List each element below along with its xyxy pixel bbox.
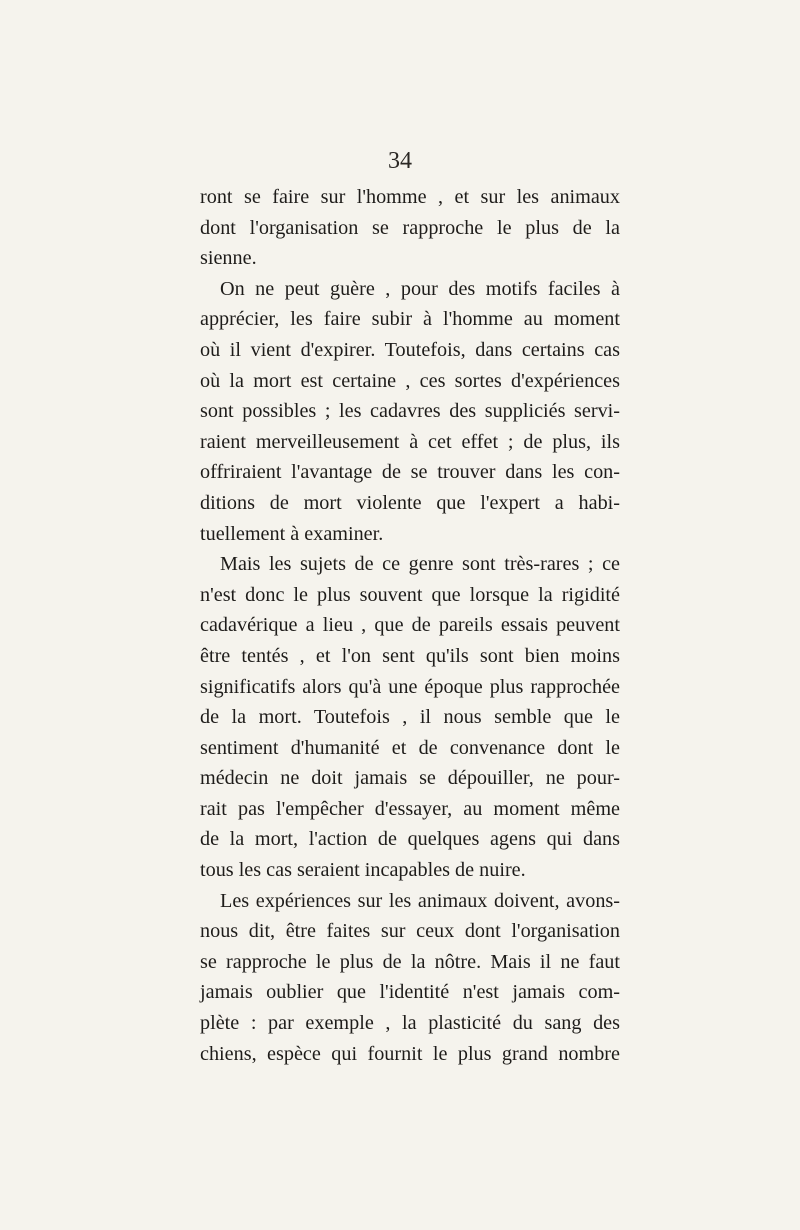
text-line: sienne. bbox=[200, 247, 257, 270]
text-line: nous dit, être faites sur ceux dont l'organisation bbox=[200, 920, 620, 943]
text-line: ditions de mort violente que l'expert a habi- bbox=[200, 491, 620, 514]
text-line: sentiment d'humanité et de convenance dont le bbox=[200, 736, 620, 759]
text-line: tous les cas seraient incapables de nuire. bbox=[200, 859, 526, 882]
body-text bbox=[200, 182, 620, 1069]
text-line: Les expériences sur les animaux doivent, avons- bbox=[220, 889, 620, 912]
text-line: ront se faire sur l'homme , et sur les animaux bbox=[200, 186, 620, 208]
text-line: On ne peut guère , pour des motifs faciles à bbox=[220, 277, 620, 300]
text-line: n'est donc le plus souvent que lorsque la rigidité bbox=[200, 583, 620, 606]
text-line: de la mort, l'action de quelques agens qui dans bbox=[200, 828, 620, 851]
text-line: jamais oublier que l'identité n'est jamais com- bbox=[200, 981, 620, 1004]
text-line: rait pas l'empêcher d'essayer, au moment même bbox=[200, 797, 620, 820]
text-line: sont possibles ; les cadavres des suppliciés servi- bbox=[200, 400, 620, 423]
paragraph bbox=[200, 886, 620, 1070]
text-line: cadavérique a lieu , que de pareils essais peuvent bbox=[200, 614, 620, 637]
text-line: être tentés , et l'on sent qu'ils sont bien moins bbox=[200, 644, 620, 667]
text-line: médecin ne doit jamais se dépouiller, ne pour- bbox=[200, 767, 620, 790]
text-line: tuellement à examiner. bbox=[200, 522, 384, 545]
text-line: de la mort. Toutefois , il nous semble que le bbox=[200, 706, 620, 729]
paragraph bbox=[200, 274, 620, 549]
text-line: se rapproche le plus de la nôtre. Mais il ne faut bbox=[200, 950, 620, 973]
text-line: apprécier, les faire subir à l'homme au moment bbox=[200, 308, 620, 331]
text-line: dont l'organisation se rapproche le plus de la bbox=[200, 216, 620, 239]
text-line: raient merveilleusement à cet effet ; de plus, ils bbox=[200, 430, 620, 453]
text-line: où il vient d'expirer. Toutefois, dans certains cas bbox=[200, 338, 620, 361]
text-line: où la mort est certaine , ces sortes d'expériences bbox=[200, 369, 620, 392]
paragraph bbox=[200, 182, 620, 274]
text-line: chiens, espèce qui fournit le plus grand nombre bbox=[200, 1042, 620, 1065]
paragraph bbox=[200, 549, 620, 886]
text-line: significatifs alors qu'à une époque plus rapprochée bbox=[200, 675, 620, 698]
text-line: offriraient l'avantage de se trouver dans les con- bbox=[200, 461, 620, 484]
text-line: Mais les sujets de ce genre sont très-rares ; ce bbox=[220, 553, 620, 576]
page-number: 34 bbox=[388, 148, 412, 174]
text-line: plète : par exemple , la plasticité du sang des bbox=[200, 1012, 620, 1035]
